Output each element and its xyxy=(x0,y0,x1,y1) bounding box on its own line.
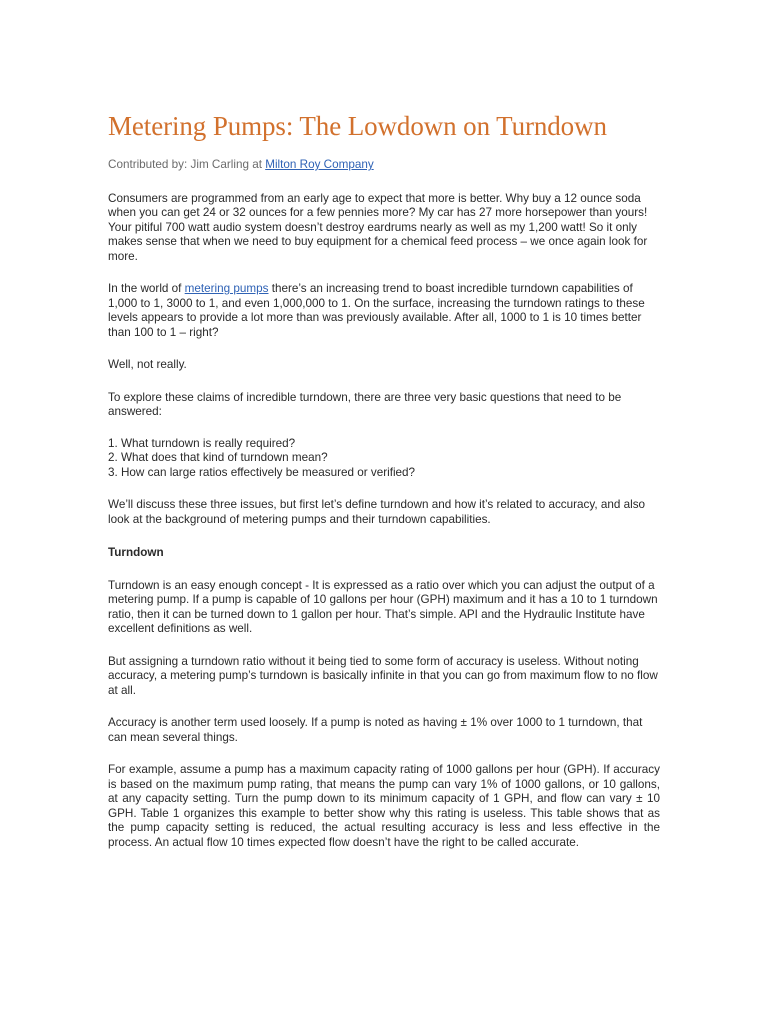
paragraph-example: For example, assume a pump has a maximum capacity rating of 1000 gallons per hour (GPH). If accuracy is based on the maximum pump rating, that means the pump can vary 1% of 1000 gallons, or 10 gallons, at any capacity setting. Turn the pump down to its minimum capacity of 1 GPH, and flow can vary ± 10 GPH. Table 1 organizes this example to better show why this rating is useless. This table shows that as the pump capacity setting is reduced, the actual resulting accuracy is less and less effective in the process. An actual flow 10 times expected flow doesn’t have the right to be called accurate. xyxy=(108,763,660,849)
byline xyxy=(108,158,660,173)
paragraph-discuss: We’ll discuss these three issues, but first let’s define turndown and how it’s related to accuracy, and also look at the background of metering pumps and their turndown capabilities. xyxy=(108,498,646,526)
paragraph-trend-prefix: In the world of xyxy=(108,282,185,295)
questions-list xyxy=(108,437,660,481)
paragraph-not-really: Well, not really. xyxy=(108,358,187,371)
article-title: Metering Pumps: The Lowdown on Turndown xyxy=(108,111,607,141)
section-heading: Turndown xyxy=(108,546,164,559)
list-item: 2. What does that kind of turndown mean? xyxy=(108,451,328,464)
list-item: 1. What turndown is really required? xyxy=(108,436,296,450)
paragraph-questions-intro: To explore these claims of incredible turndown, there are three very basic questions that need to be answered: xyxy=(108,390,622,418)
paragraph-intro: Consumers are programmed from an early age to expect that more is better. Why buy a 12 ounce soda when you can get 24 or 32 ounces for a few pennies more? My car has 27 more horsepower than yours! Your pitiful 700 watt audio system doesn’t destroy eardrums nearly as well as my 1,200 watt! So it only makes sense that when we need to buy equipment for a chemical feed process – we once again look for more. xyxy=(108,191,648,263)
byline-prefix: Contributed by: Jim Carling at xyxy=(108,158,266,171)
paragraph-trend-suffix: there’s an increasing trend to boast incredible turndown capabilities of 1,000 to 1, 3000 to 1, and even 1,000,000 to 1. On the surface, increasing the turndown ratings to these levels appears to provide a lot more than was previously available. After all, 1000 to 1 is 10 times better than 100 to 1 – right? xyxy=(108,282,645,339)
article xyxy=(108,108,660,850)
paragraph-accuracy-loose: Accuracy is another term used loosely. If a pump is noted as having ± 1% over 1000 to 1 turndown, that can mean several things. xyxy=(108,716,643,744)
paragraph-accuracy-useless: But assigning a turndown ratio without it being tied to some form of accuracy is useless. Without noting accuracy, a metering pump’s turndown is basically infinite in that you can go from maximum flow to no flow at all. xyxy=(108,654,658,697)
metering-pumps-link[interactable]: metering pumps xyxy=(184,282,269,295)
list-item: 3. How can large ratios effectively be measured or verified? xyxy=(108,465,416,479)
company-link[interactable]: Milton Roy Company xyxy=(265,158,374,171)
paragraph-trend xyxy=(108,282,660,340)
paragraph-turndown-definition: Turndown is an easy enough concept - It is expressed as a ratio over which you can adjust the output of a metering pump. If a pump is capable of 10 gallons per hour (GPH) maximum and it has a 10 to 1 turndown ratio, then it can be turned down to 1 gallon per hour. That’s simple. API and the Hydraulic Institute have excellent definitions as well. xyxy=(108,578,658,635)
